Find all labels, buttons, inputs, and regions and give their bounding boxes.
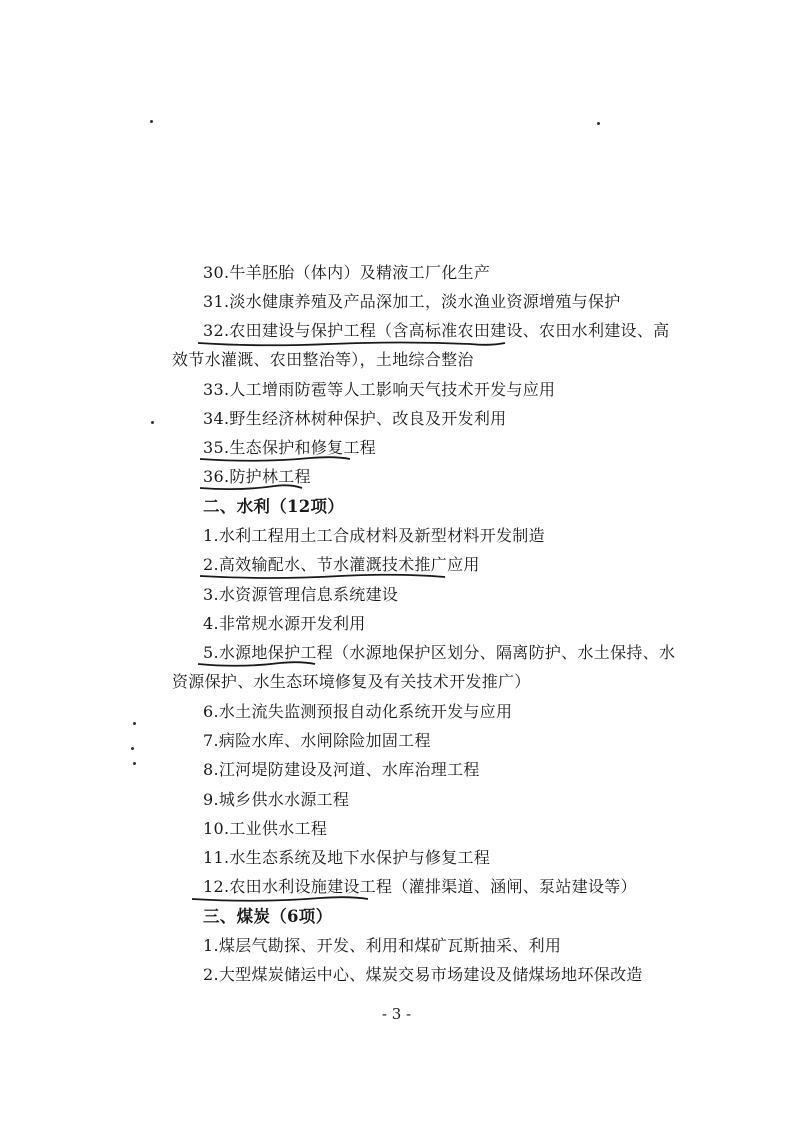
scan-speck <box>133 722 136 725</box>
water-item-11: 11.水生态系统及地下水保护与修复工程 <box>203 848 491 867</box>
water-item-10: 10.工业供水工程 <box>203 819 328 838</box>
water-item-2: 2.高效输配水、节水灌溉技术推广应用 <box>203 555 480 574</box>
scan-speck <box>597 122 600 125</box>
scan-speck <box>133 762 136 765</box>
item-33: 33.人工增雨防雹等人工影响天气技术开发与应用 <box>203 380 556 399</box>
scan-speck <box>131 747 134 750</box>
underline-water-2 <box>200 575 445 578</box>
water-item-5-cont: 资源保护、水生态环境修复及有关技术开发推广） <box>172 672 531 691</box>
section-heading-coal: 三、煤炭（6项） <box>203 907 333 926</box>
page-number: - 3 - <box>381 1005 412 1023</box>
water-item-1: 1.水利工程用土工合成材料及新型材料开发制造 <box>203 526 545 545</box>
section-heading-water: 二、水利（12项） <box>203 497 345 516</box>
coal-item-2: 2.大型煤炭储运中心、煤炭交易市场建设及储煤场地环保改造 <box>203 965 643 984</box>
scan-speck <box>150 120 153 123</box>
water-item-8: 8.江河堤防建设及河道、水库治理工程 <box>203 760 480 779</box>
item-35: 35.生态保护和修复工程 <box>203 438 377 457</box>
item-34: 34.野生经济林树种保护、改良及开发利用 <box>203 409 507 428</box>
coal-item-1: 1.煤层气勘探、开发、利用和煤矿瓦斯抽采、利用 <box>203 936 562 955</box>
water-item-3: 3.水资源管理信息系统建设 <box>203 585 399 604</box>
item-32-cont: 效节水灌溉、农田整治等），土地综合整治 <box>172 350 474 369</box>
item-31: 31.淡水健康养殖及产品深加工，淡水渔业资源增殖与保护 <box>203 292 621 311</box>
water-item-7: 7.病险水库、水闸除险加固工程 <box>203 731 431 750</box>
underline-water-12 <box>192 897 368 901</box>
water-item-5: 5.水源地保护工程（水源地保护区划分、隔离防护、水土保持、水 <box>203 643 676 662</box>
water-item-4: 4.非常规水源开发利用 <box>203 614 366 633</box>
item-32: 32.农田建设与保护工程（含高标准农田建设、农田水利建设、高 <box>203 321 670 340</box>
water-item-12: 12.农田水利设施建设工程（灌排渠道、涵闸、泵站建设等） <box>203 877 637 896</box>
item-30: 30.牛羊胚胎（体内）及精液工厂化生产 <box>203 263 491 282</box>
scan-speck <box>151 421 154 424</box>
water-item-9: 9.城乡供水水源工程 <box>203 790 350 809</box>
underline-item-32 <box>198 343 505 346</box>
water-item-6: 6.水土流失监测预报自动化系统开发与应用 <box>203 702 513 721</box>
item-36: 36.防护林工程 <box>203 467 311 486</box>
